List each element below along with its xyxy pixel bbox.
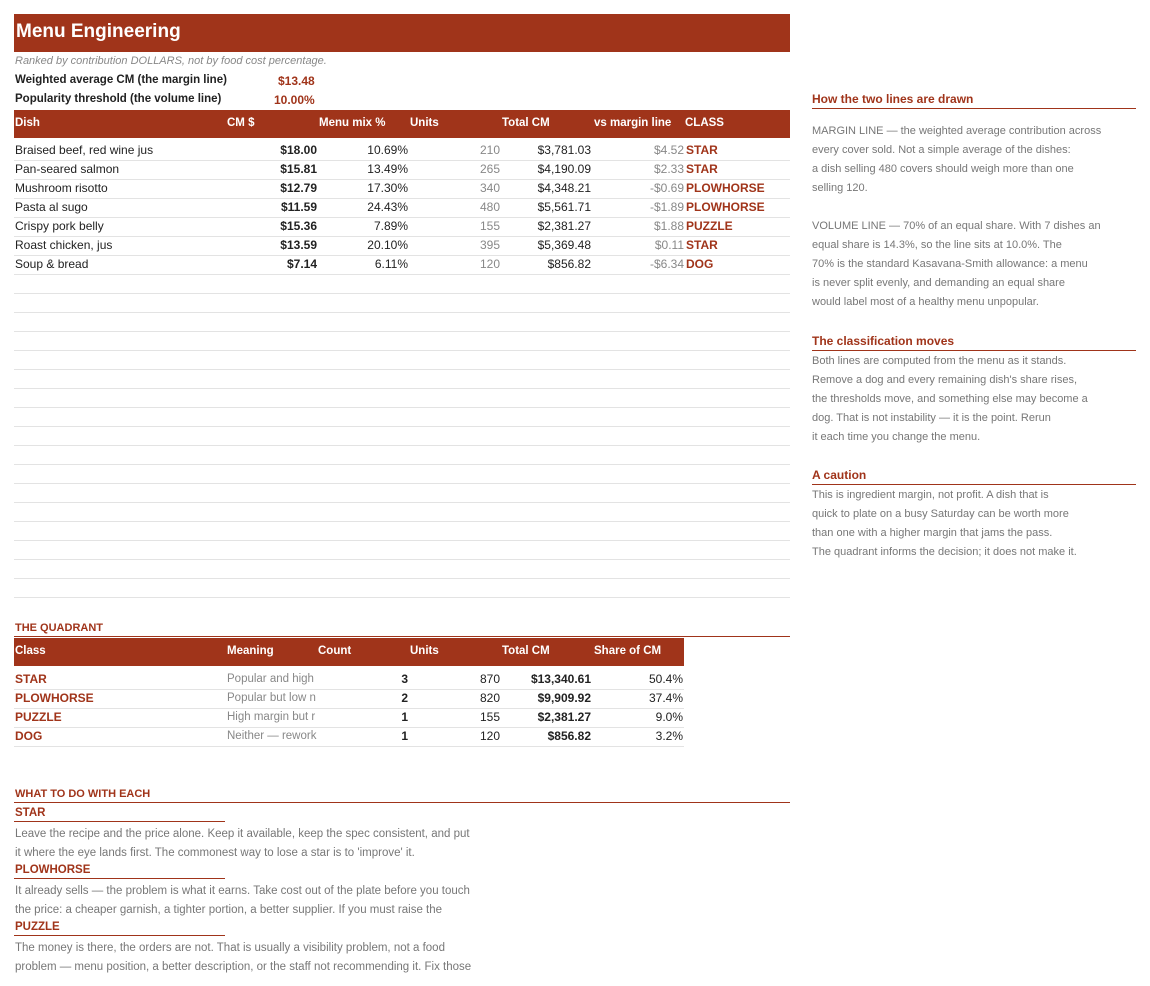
row-divider [14,274,790,275]
title-bar [14,14,790,52]
empty-row-line [14,312,790,313]
note-text: the thresholds move, and something else may become a [812,393,1088,405]
note-text: equal share is 14.3%, so the line sits at 10.0%. The [812,239,1062,251]
dish-class[interactable]: STAR [686,238,718,252]
note-rule [812,350,1136,351]
action-text: The money is there, the orders are not. That is usually a visibility problem, not a food [15,942,445,954]
dish-mix[interactable]: 17.30% [367,181,408,195]
action-text: it where the eye lands first. The commonest way to lose a star is to 'improve' it. [15,847,415,859]
quadrant-rule [14,636,790,637]
quadrant-count[interactable]: 3 [401,672,408,686]
empty-row-line [14,407,790,408]
dish-cm[interactable]: $15.81 [280,162,317,176]
row-divider [14,727,684,728]
note-heading: A caution [812,468,867,482]
quadrant-share[interactable]: 9.0% [655,710,683,724]
row-divider [14,708,684,709]
q-col-share: Share of CM [594,645,662,657]
q-col-meaning: Meaning [227,645,274,657]
dish-name[interactable]: Roast chicken, jus [15,238,113,252]
page-title: Menu Engineering [16,21,181,42]
note-text: quick to plate on a busy Saturday can be worth more [812,508,1069,520]
action-text: It already sells — the problem is what it earns. Take cost out of the plate before you touch [15,885,470,897]
row-divider [14,198,790,199]
dish-table-header [14,110,790,138]
quadrant-units[interactable]: 820 [479,691,500,705]
dish-name[interactable]: Braised beef, red wine jus [15,143,154,157]
action-class: PUZZLE [15,921,60,933]
dish-class[interactable]: STAR [686,162,718,176]
empty-row-line [14,293,790,294]
dish-class[interactable]: PUZZLE [686,219,733,233]
note-text: would label most of a healthy menu unpopular. [812,296,1039,308]
action-rule [14,878,225,879]
note-text: it each time you change the menu. [812,431,981,443]
popularity-label: Popularity threshold (the volume line) [15,93,222,105]
note-text: Remove a dog and every remaining dish's share rises, [812,374,1078,386]
dish-units[interactable]: 210 [479,143,500,157]
note-text: VOLUME LINE — 70% of an equal share. With 7 dishes an [812,220,1101,232]
quadrant-share[interactable]: 37.4% [648,691,683,705]
dish-total-cm[interactable]: $2,381.27 [537,219,591,233]
empty-row-line [14,578,790,579]
dish-total-cm[interactable]: $856.82 [547,257,591,271]
empty-row-line [14,540,790,541]
action-text: the price: a cheaper garnish, a tighter portion, a better supplier. If you must raise the [15,904,443,916]
col-vs-margin: vs margin line [594,117,672,129]
dish-units[interactable]: 265 [479,162,500,176]
quadrant-header [14,638,684,666]
row-divider [14,217,790,218]
row-divider [14,160,790,161]
dish-cm[interactable]: $11.59 [280,200,317,214]
dish-mix[interactable]: 6.11% [374,257,408,271]
dish-units[interactable]: 480 [479,200,500,214]
quadrant-total-cm[interactable]: $2,381.27 [537,710,591,724]
action-rule [14,821,225,822]
quadrant-share[interactable]: 3.2% [655,729,683,743]
dish-name[interactable]: Crispy pork belly [15,219,104,233]
quadrant-meaning[interactable]: Popular and high [227,673,314,685]
dish-cm[interactable]: $7.14 [286,257,317,271]
row-divider [14,236,790,237]
dish-vs-margin[interactable]: $2.33 [653,162,684,176]
note-heading: The classification moves [812,334,955,348]
empty-row-line [14,331,790,332]
note-text: every cover sold. Not a simple average of the dishes: [812,144,1071,156]
note-text: a dish selling 480 covers should weigh more than one [812,163,1074,175]
q-col-count: Count [318,645,352,657]
dish-total-cm[interactable]: $4,348.21 [537,181,591,195]
note-text: 70% is the standard Kasavana-Smith allowance: a menu [812,258,1088,270]
col-dish: Dish [15,117,40,129]
q-col-class: Class [15,645,46,657]
col-class: CLASS [685,117,724,129]
dish-vs-margin[interactable]: -$1.89 [649,200,684,214]
quadrant-total-cm[interactable]: $13,340.61 [530,672,591,686]
note-text: Both lines are computed from the menu as it stands. [812,355,1067,367]
dish-mix[interactable]: 24.43% [367,200,408,214]
note-rule [812,484,1136,485]
col-total-cm: Total CM [502,117,550,129]
note-text: is never split evenly, and demanding an equal share [812,277,1065,289]
note-text: than one with a higher margin that jams the pass. [812,527,1053,539]
q-col-units: Units [410,645,439,657]
quadrant-meaning[interactable]: High margin but r [227,711,316,723]
action-class: PLOWHORSE [15,864,91,876]
action-text: problem — menu position, a better description, or the staff not recommending it. Fix those [15,961,472,973]
dish-class[interactable]: PLOWHORSE [686,181,765,195]
dish-vs-margin[interactable]: -$6.34 [649,257,684,271]
actions-title: WHAT TO DO WITH EACH [15,788,151,800]
quadrant-total-cm[interactable]: $856.82 [547,729,591,743]
quadrant-count[interactable]: 1 [401,729,408,743]
empty-row-line [14,426,790,427]
dish-class[interactable]: PLOWHORSE [686,200,765,214]
dish-name[interactable]: Mushroom risotto [15,181,108,195]
quadrant-class[interactable]: PLOWHORSE [15,691,94,705]
note-heading: How the two lines are drawn [812,92,974,106]
quadrant-units[interactable]: 155 [479,710,500,724]
quadrant-class[interactable]: PUZZLE [15,710,62,724]
dish-class[interactable]: STAR [686,143,718,157]
dish-name[interactable]: Pasta al sugo [15,200,88,214]
quadrant-count[interactable]: 2 [401,691,408,705]
quadrant-class[interactable]: DOG [15,729,43,743]
empty-row-line [14,388,790,389]
dish-name[interactable]: Pan-seared salmon [15,162,120,176]
dish-mix[interactable]: 13.49% [367,162,408,176]
dish-mix[interactable]: 20.10% [367,238,408,252]
empty-row-line [14,559,790,560]
dish-units[interactable]: 155 [479,219,500,233]
quadrant-count[interactable]: 1 [401,710,408,724]
quadrant-meaning[interactable]: Neither — rework [227,730,317,742]
row-divider [14,689,684,690]
empty-row-line [14,521,790,522]
dish-cm[interactable]: $13.59 [280,238,317,252]
quadrant-meaning[interactable]: Popular but low n [227,692,316,704]
action-class: STAR [15,807,46,819]
quadrant-units[interactable]: 870 [479,672,500,686]
empty-row-line [14,350,790,351]
popularity-value[interactable]: 10.00% [274,93,315,107]
dish-total-cm[interactable]: $3,781.03 [537,143,591,157]
actions-rule [14,802,790,803]
dish-total-cm[interactable]: $5,369.48 [537,238,591,252]
row-divider [14,255,790,256]
quadrant-share[interactable]: 50.4% [648,672,683,686]
dish-units[interactable]: 340 [479,181,500,195]
note-text: selling 120. [812,182,868,194]
quadrant-title: THE QUADRANT [15,622,103,634]
dish-vs-margin[interactable]: $4.52 [653,143,684,157]
dish-name[interactable]: Soup & bread [15,257,89,271]
q-col-total: Total CM [502,645,550,657]
quadrant-units[interactable]: 120 [479,729,500,743]
dish-total-cm[interactable]: $4,190.09 [537,162,591,176]
empty-row-line [14,445,790,446]
row-divider [14,746,684,747]
quadrant-total-cm[interactable]: $9,909.92 [537,691,591,705]
weighted-avg-value[interactable]: $13.48 [278,74,315,88]
col-units: Units [410,117,439,129]
note-rule [812,108,1136,109]
dish-class[interactable]: DOG [686,257,714,271]
note-text: dog. That is not instability — it is the point. Rerun [812,412,1051,424]
dish-total-cm[interactable]: $5,561.71 [537,200,591,214]
dish-vs-margin[interactable]: $1.88 [653,219,684,233]
note-text: This is ingredient margin, not profit. A dish that is [812,489,1049,501]
action-rule [14,935,225,936]
dish-cm[interactable]: $15.36 [280,219,317,233]
dish-mix[interactable]: 10.69% [367,143,408,157]
dish-vs-margin[interactable]: -$0.69 [649,181,684,195]
weighted-avg-label: Weighted average CM (the margin line) [15,74,227,86]
empty-row-line [14,369,790,370]
col-mix: Menu mix % [319,117,386,129]
dish-mix[interactable]: 7.89% [373,219,408,233]
col-cm: CM $ [227,117,255,129]
action-text: Leave the recipe and the price alone. Keep it available, keep the spec consistent, and put [15,828,470,840]
row-divider [14,179,790,180]
dish-cm[interactable]: $18.00 [280,143,317,157]
empty-row-line [14,502,790,503]
note-text: MARGIN LINE — the weighted average contribution across [812,125,1102,137]
dish-units[interactable]: 395 [479,238,500,252]
dish-units[interactable]: 120 [479,257,500,271]
dish-vs-margin[interactable]: $0.11 [654,238,684,252]
subtitle: Ranked by contribution DOLLARS, not by food cost percentage. [15,55,327,67]
dish-cm[interactable]: $12.79 [280,181,317,195]
empty-row-line [14,597,790,598]
empty-row-line [14,483,790,484]
empty-row-line [14,464,790,465]
note-text: The quadrant informs the decision; it does not make it. [812,546,1077,558]
quadrant-class[interactable]: STAR [15,672,47,686]
